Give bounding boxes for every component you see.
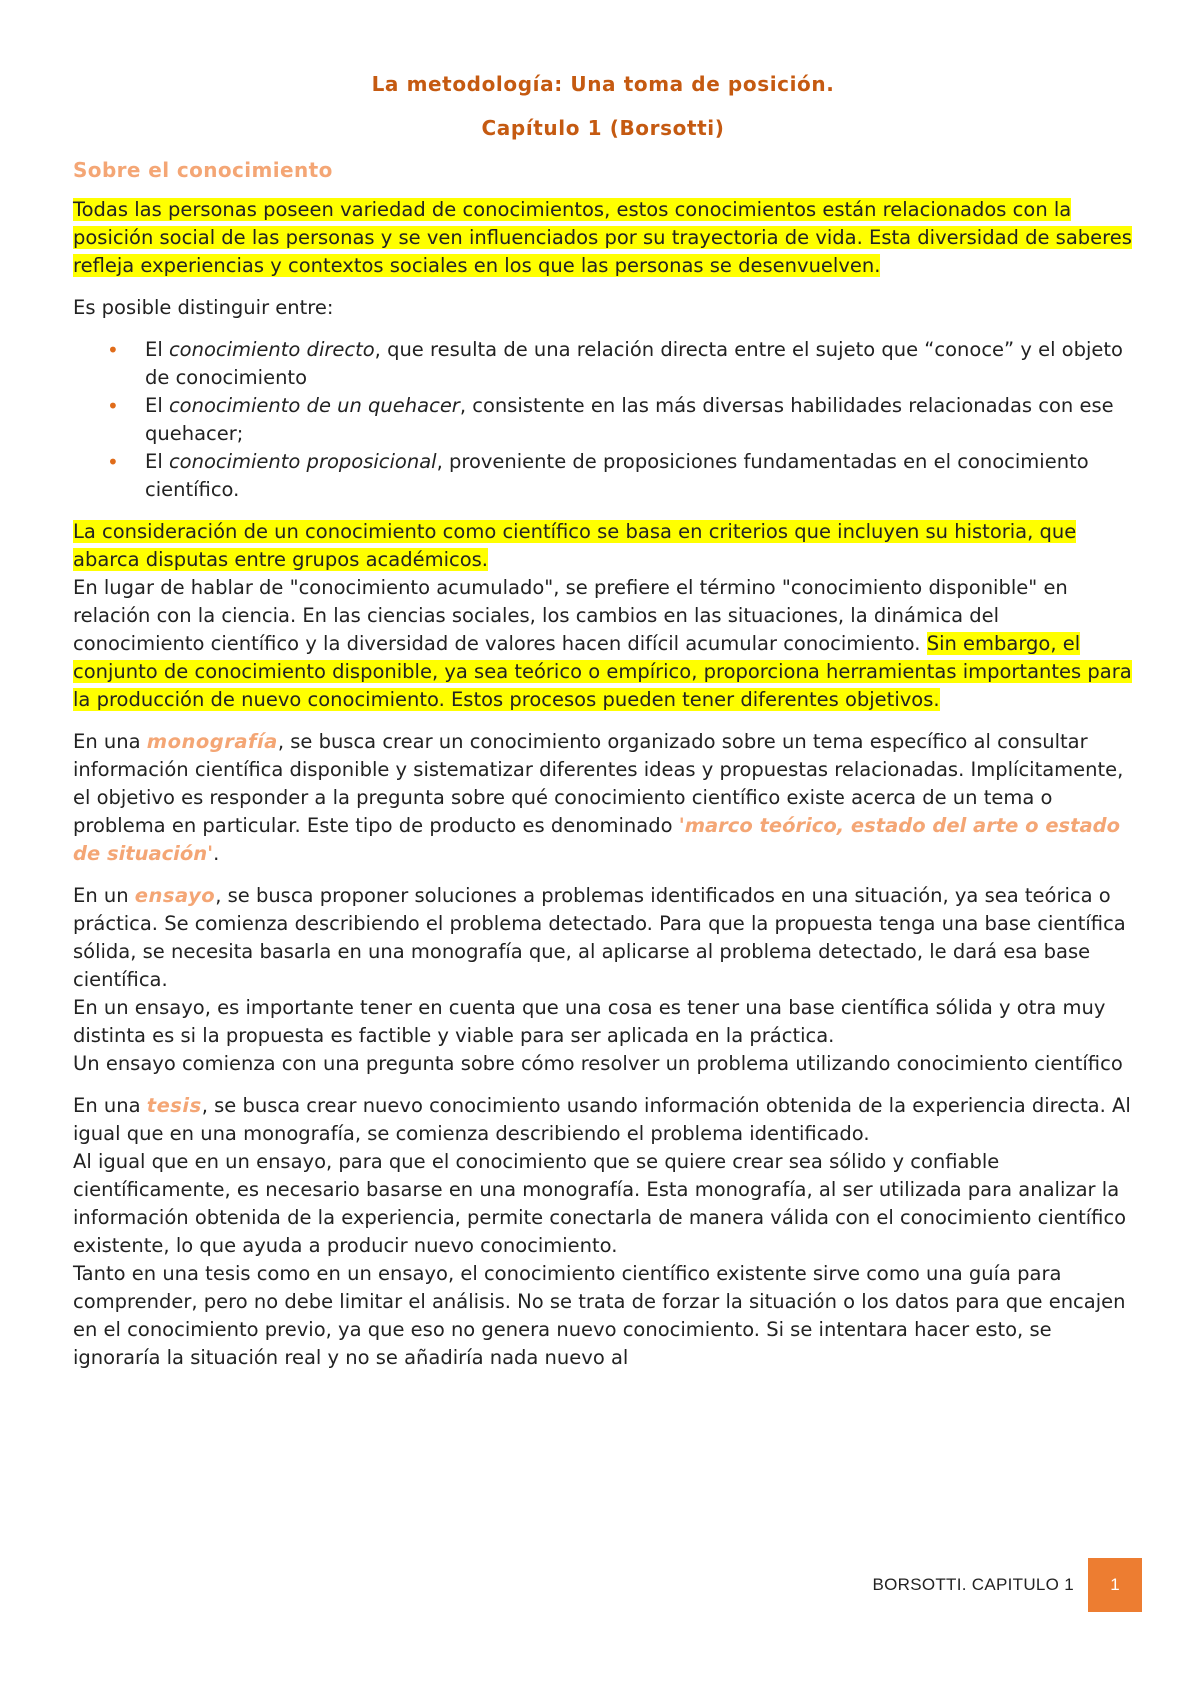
paragraph-monografia: En una monografía, se busca crear un conocimiento organizado sobre un tema específico al consultar información científica disponible y sistematizar diferentes ideas y propuestas relacionadas. Implícitamente, el objetivo es responder a la pregunta sobre qué conocimiento científico existe acerca de un tema o problema en particular. Este tipo de producto es denominado 'marco teórico, estado del arte o estado de situación'. — [73, 730, 1124, 865]
highlight-p1: Todas las personas poseen variedad de conocimientos, estos conocimientos están relacionados con la posición social de las personas y se ven influenciados por su trayectoria de vida. Esta diversidad de saberes refleja experiencias y contextos sociales en los que las personas se desenvuelven. — [73, 198, 1132, 277]
list-item: • El conocimiento directo, que resulta de una relación directa entre el sujeto que “conoce” y el objeto de conocimiento — [107, 338, 1123, 389]
term-direct: conocimiento directo — [168, 338, 375, 361]
p3-plain: En lugar de hablar de "conocimiento acumulado", se prefiere el término "conocimiento disponible" en relación con la ciencia. En las ciencias sociales, los cambios en las situaciones, la dinámica del conocimiento científico y la diversidad de valores hacen difícil acumular conocimiento. — [73, 576, 1068, 655]
list-item: • El conocimiento de un quehacer, consistente en las más diversas habilidades relacionadas con ese quehacer; — [107, 394, 1114, 445]
paragraph-1 — [73, 196, 1133, 280]
paragraph-2: Es posible distinguir entre: — [73, 296, 334, 319]
document-title: La metodología: Una toma de posición. — [371, 72, 835, 96]
bullet-icon: • — [107, 450, 119, 474]
page-number-badge: 1 — [1088, 1558, 1142, 1612]
page-footer — [872, 1558, 1142, 1612]
footer-label: BORSOTTI. CAPITULO 1 — [872, 1575, 1074, 1594]
term-proposicional: conocimiento proposicional — [168, 450, 437, 473]
bullet-icon: • — [107, 338, 119, 362]
term-ensayo: ensayo — [134, 884, 216, 907]
highlight-p3b: Sin embargo, el conjunto de conocimiento disponible, ya sea teórico o empírico, proporciona herramientas importantes para la producción de nuevo conocimiento. Estos procesos pueden tener diferentes objetivos. — [73, 632, 1132, 711]
term-monografia: monografía — [146, 730, 278, 753]
highlight-p3a: La consideración de un conocimiento como científico se basa en criterios que incluyen su historia, que abarca disputas entre grupos académicos. — [73, 520, 1077, 571]
bullet-icon: • — [107, 394, 119, 418]
list-item: • El conocimiento proposicional, proveniente de proposiciones fundamentadas en el conocimiento científico. — [107, 450, 1089, 501]
section-heading: Sobre el conocimiento — [73, 158, 333, 182]
paragraph-ensayo: En un ensayo, se busca proponer soluciones a problemas identificados en una situación, ya sea teórica o práctica. Se comienza describiendo el problema detectado. Para que la propuesta tenga una base científica sólida, se necesita basarla en una monografía que, al aplicarse al problema detectado, le dará esa base científica. En un ensayo, es importante tener en cuenta que una cosa es tener una base científica sólida y otra muy distinta es si la propuesta es factible y viable para ser aplicada en la práctica. Un ensayo comienza con una pregunta sobre cómo resolver un problema utilizando conocimiento científico — [73, 884, 1126, 1075]
paragraph-tesis: En una tesis, se busca crear nuevo conocimiento usando información obtenida de la experiencia directa. Al igual que en una monografía, se comienza describiendo el problema identificado. Al igual que en un ensayo, para que el conocimiento que se quiere crear sea sólido y confiable científicamente, es necesario basarse en una monografía. Esta monografía, al ser utilizada para analizar la información obtenida de la experiencia, permite conectarla de manera válida con el conocimiento científico existente, lo que ayuda a producir nuevo conocimiento. Tanto en una tesis como en un ensayo, el conocimiento científico existente sirve como una guía para comprender, pero no debe limitar el análisis. No se trata de forzar la situación o los datos para que encajen en el conocimiento previo, ya que eso no genera nuevo conocimiento. Si se intentara hacer esto, se ignoraría la situación real y no se añadiría nada nuevo al — [73, 1094, 1131, 1369]
document-page — [73, 70, 1133, 1386]
term-tesis: tesis — [146, 1094, 202, 1117]
knowledge-types-list — [73, 336, 1133, 504]
document-subtitle: Capítulo 1 (Borsotti) — [481, 116, 725, 140]
marco-teorico-quote: 'marco teórico, estado del arte o estado de situación' — [73, 814, 1121, 865]
paragraph-3 — [73, 518, 1133, 714]
term-quehacer: conocimiento de un quehacer — [168, 394, 460, 417]
